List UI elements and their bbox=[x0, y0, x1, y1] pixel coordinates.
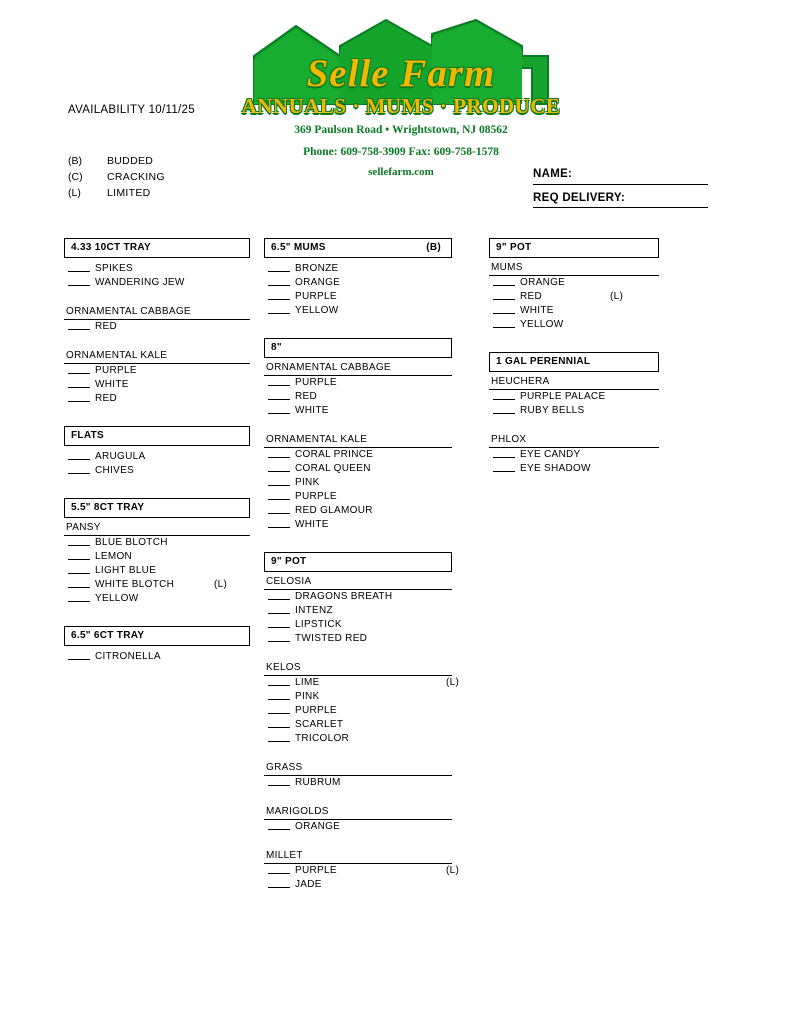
order-line-item[interactable] bbox=[264, 448, 452, 462]
item-label: PURPLE bbox=[295, 491, 337, 502]
order-line-item[interactable] bbox=[64, 378, 250, 392]
order-line-item[interactable] bbox=[489, 462, 659, 476]
item-label: BLUE BLOTCH bbox=[95, 537, 168, 548]
quantity-blank[interactable] bbox=[493, 299, 515, 300]
order-line-item[interactable] bbox=[64, 578, 250, 592]
item-label: CITRONELLA bbox=[95, 651, 161, 662]
category-title: 5.5" 8CT TRAY bbox=[71, 502, 145, 513]
item-label: RED bbox=[520, 291, 543, 302]
order-line-item[interactable] bbox=[64, 262, 250, 276]
order-line-item[interactable] bbox=[264, 864, 460, 878]
quantity-blank[interactable] bbox=[268, 299, 290, 300]
name-input-rule[interactable] bbox=[533, 184, 708, 185]
category-header bbox=[64, 238, 250, 258]
category-title: 6.5" MUMS bbox=[271, 242, 326, 253]
quantity-blank[interactable] bbox=[68, 559, 90, 560]
farm-phone: Phone: 609-758-3909 Fax: 609-758-1578 bbox=[303, 145, 499, 158]
quantity-blank[interactable] bbox=[268, 313, 290, 314]
quantity-blank[interactable] bbox=[68, 473, 90, 474]
item-label: LIME bbox=[295, 677, 320, 688]
quantity-blank[interactable] bbox=[68, 329, 90, 330]
quantity-blank[interactable] bbox=[68, 387, 90, 388]
item-label: TRICOLOR bbox=[295, 733, 350, 744]
item-label: PURPLE bbox=[295, 865, 337, 876]
quantity-blank[interactable] bbox=[68, 573, 90, 574]
category-title: 1 GAL PERENNIAL bbox=[496, 356, 591, 367]
item-label: CORAL PRINCE bbox=[295, 449, 374, 460]
item-label: WHITE BLOTCH bbox=[95, 579, 175, 590]
quantity-blank[interactable] bbox=[268, 873, 290, 874]
item-label: LIPSTICK bbox=[295, 619, 342, 630]
quantity-blank[interactable] bbox=[268, 613, 290, 614]
spacer bbox=[64, 290, 250, 302]
subcategory-header: MILLET bbox=[264, 846, 452, 864]
item-label: ORANGE bbox=[520, 277, 566, 288]
quantity-blank[interactable] bbox=[268, 285, 290, 286]
farm-logo bbox=[236, 16, 566, 181]
item-label: YELLOW bbox=[295, 305, 339, 316]
order-line-item[interactable] bbox=[489, 390, 659, 404]
subcategory-header: HEUCHERA bbox=[489, 372, 659, 390]
quantity-blank[interactable] bbox=[268, 599, 290, 600]
quantity-blank[interactable] bbox=[493, 313, 515, 314]
availability-date: AVAILABILITY 10/11/25 bbox=[68, 104, 195, 116]
item-label: PINK bbox=[295, 477, 320, 488]
legend-text: CRACKING bbox=[107, 171, 165, 183]
item-label: TWISTED RED bbox=[295, 633, 368, 644]
order-line-item[interactable] bbox=[264, 262, 452, 276]
item-label: WHITE bbox=[295, 519, 329, 530]
category-header bbox=[264, 552, 452, 572]
quantity-blank[interactable] bbox=[268, 485, 290, 486]
quantity-blank[interactable] bbox=[68, 285, 90, 286]
order-line-item[interactable] bbox=[264, 618, 452, 632]
order-line-item[interactable] bbox=[489, 448, 659, 462]
order-line-item[interactable] bbox=[64, 364, 250, 378]
order-line-item[interactable] bbox=[64, 320, 250, 334]
quantity-blank[interactable] bbox=[268, 471, 290, 472]
spacer bbox=[264, 746, 452, 758]
spacer bbox=[264, 834, 452, 846]
quantity-blank[interactable] bbox=[68, 459, 90, 460]
quantity-blank[interactable] bbox=[268, 785, 290, 786]
order-line-item[interactable] bbox=[264, 732, 452, 746]
category-header bbox=[264, 238, 452, 258]
item-label: YELLOW bbox=[520, 319, 564, 330]
spacer bbox=[264, 418, 452, 430]
spacer bbox=[264, 646, 452, 658]
quantity-blank[interactable] bbox=[68, 373, 90, 374]
quantity-blank[interactable] bbox=[268, 741, 290, 742]
column-2 bbox=[264, 238, 460, 892]
delivery-input-rule[interactable] bbox=[533, 207, 708, 208]
quantity-blank[interactable] bbox=[268, 887, 290, 888]
name-label: NAME: bbox=[533, 168, 573, 180]
order-line-item[interactable] bbox=[64, 536, 250, 550]
item-label: SCARLET bbox=[295, 719, 344, 730]
item-label: RED GLAMOUR bbox=[295, 505, 373, 516]
legend-code: (C) bbox=[68, 171, 83, 183]
quantity-blank[interactable] bbox=[268, 527, 290, 528]
quantity-blank[interactable] bbox=[268, 513, 290, 514]
item-label: JADE bbox=[295, 879, 322, 890]
quantity-blank[interactable] bbox=[493, 327, 515, 328]
category-header bbox=[64, 498, 250, 518]
subcategory-header: PANSY bbox=[64, 518, 250, 536]
item-note: (L) bbox=[446, 677, 460, 688]
farm-name: Selle Farm bbox=[306, 52, 496, 95]
item-label: EYE CANDY bbox=[520, 449, 581, 460]
order-line-item[interactable] bbox=[64, 592, 250, 606]
quantity-blank[interactable] bbox=[268, 271, 290, 272]
quantity-blank[interactable] bbox=[68, 401, 90, 402]
quantity-blank[interactable] bbox=[268, 627, 290, 628]
item-label: ARUGULA bbox=[95, 451, 146, 462]
order-line-item[interactable] bbox=[264, 632, 452, 646]
order-line-item[interactable] bbox=[264, 276, 452, 290]
spacer bbox=[64, 606, 250, 626]
spacer bbox=[64, 334, 250, 346]
spacer bbox=[64, 478, 250, 498]
category-title: FLATS bbox=[71, 430, 104, 441]
category-title: 6.5" 6CT TRAY bbox=[71, 630, 145, 641]
quantity-blank[interactable] bbox=[268, 413, 290, 414]
order-line-item[interactable] bbox=[264, 376, 452, 390]
legend-code: (L) bbox=[68, 187, 81, 199]
farm-tagline: ANNUALS · MUMS · PRODUCE bbox=[241, 94, 561, 118]
item-label: CORAL QUEEN bbox=[295, 463, 371, 474]
category-header bbox=[489, 238, 659, 258]
order-line-item[interactable] bbox=[264, 776, 452, 790]
order-line-item[interactable] bbox=[64, 550, 250, 564]
order-line-item[interactable] bbox=[489, 276, 659, 290]
order-line-item[interactable] bbox=[264, 590, 452, 604]
quantity-blank[interactable] bbox=[268, 699, 290, 700]
order-line-item[interactable] bbox=[64, 564, 250, 578]
item-label: WHITE bbox=[520, 305, 554, 316]
order-line-item[interactable] bbox=[264, 820, 452, 834]
quantity-blank[interactable] bbox=[268, 713, 290, 714]
spacer bbox=[264, 318, 452, 338]
category-header bbox=[264, 338, 452, 358]
item-label: PURPLE bbox=[295, 291, 337, 302]
legend-text: LIMITED bbox=[107, 187, 151, 199]
item-label: ORANGE bbox=[295, 821, 341, 832]
item-label: CHIVES bbox=[95, 465, 135, 476]
order-line-item[interactable] bbox=[64, 450, 250, 464]
order-line-item[interactable] bbox=[64, 464, 250, 478]
order-line-item[interactable] bbox=[489, 404, 659, 418]
item-label: PURPLE PALACE bbox=[520, 391, 606, 402]
category-header bbox=[64, 626, 250, 646]
legend-row bbox=[68, 169, 165, 185]
item-label: RUBRUM bbox=[295, 777, 341, 788]
item-note: (L) bbox=[610, 291, 624, 302]
item-label: DRAGONS BREATH bbox=[295, 591, 393, 602]
order-line-item[interactable] bbox=[264, 690, 452, 704]
quantity-blank[interactable] bbox=[493, 285, 515, 286]
item-label: WHITE bbox=[295, 405, 329, 416]
subcategory-header: ORNAMENTAL CABBAGE bbox=[264, 358, 452, 376]
item-label: EYE SHADOW bbox=[520, 463, 591, 474]
order-line-item[interactable] bbox=[264, 604, 452, 618]
order-line-item[interactable] bbox=[264, 518, 452, 532]
item-label: WANDERING JEW bbox=[95, 277, 185, 288]
spacer bbox=[264, 532, 452, 552]
item-label: PURPLE bbox=[295, 705, 337, 716]
quantity-blank[interactable] bbox=[268, 457, 290, 458]
quantity-blank[interactable] bbox=[68, 545, 90, 546]
subcategory-header: ORNAMENTAL CABBAGE bbox=[64, 302, 250, 320]
item-label: LEMON bbox=[95, 551, 133, 562]
delivery-field-row[interactable] bbox=[533, 192, 708, 216]
item-label: BRONZE bbox=[295, 263, 339, 274]
quantity-blank[interactable] bbox=[68, 271, 90, 272]
category-header bbox=[489, 352, 659, 372]
quantity-blank[interactable] bbox=[68, 659, 90, 660]
item-label: RED bbox=[95, 321, 118, 332]
farm-website: sellefarm.com bbox=[368, 166, 434, 179]
quantity-blank[interactable] bbox=[68, 601, 90, 602]
quantity-blank[interactable] bbox=[268, 685, 290, 686]
legend-row bbox=[68, 153, 165, 169]
order-line-item[interactable] bbox=[264, 462, 452, 476]
quantity-blank[interactable] bbox=[268, 829, 290, 830]
order-line-item[interactable] bbox=[64, 392, 250, 406]
name-field-row[interactable] bbox=[533, 168, 708, 192]
item-label: RUBY BELLS bbox=[520, 405, 585, 416]
legend-row bbox=[68, 185, 165, 201]
order-line-item[interactable] bbox=[264, 404, 452, 418]
order-form-fields bbox=[533, 168, 708, 216]
column-3 bbox=[489, 238, 659, 476]
farm-address: 369 Paulson Road • Wrightstown, NJ 08562 bbox=[294, 124, 508, 136]
item-label: LIGHT BLUE bbox=[95, 565, 157, 576]
order-line-item[interactable] bbox=[264, 704, 452, 718]
item-label: PURPLE bbox=[95, 365, 137, 376]
item-note: (L) bbox=[446, 865, 460, 876]
quantity-blank[interactable] bbox=[493, 399, 515, 400]
item-label: YELLOW bbox=[95, 593, 139, 604]
quantity-blank[interactable] bbox=[493, 471, 515, 472]
quantity-blank[interactable] bbox=[493, 457, 515, 458]
subcategory-header: MUMS bbox=[489, 258, 659, 276]
order-line-item[interactable] bbox=[264, 490, 452, 504]
category-title: 8" bbox=[271, 342, 282, 353]
subcategory-header: ORNAMENTAL KALE bbox=[264, 430, 452, 448]
legend-text: BUDDED bbox=[107, 155, 154, 167]
quantity-blank[interactable] bbox=[268, 727, 290, 728]
item-label: WHITE bbox=[95, 379, 129, 390]
category-title: 9" POT bbox=[271, 556, 307, 567]
item-label: SPIKES bbox=[95, 263, 133, 274]
quantity-blank[interactable] bbox=[493, 413, 515, 414]
category-note: (B) bbox=[426, 242, 441, 253]
order-line-item[interactable] bbox=[489, 318, 659, 332]
spacer bbox=[489, 418, 659, 430]
item-label: RED bbox=[295, 391, 318, 402]
category-title: 9" POT bbox=[496, 242, 532, 253]
order-line-item[interactable] bbox=[264, 504, 452, 518]
legend-code: (B) bbox=[68, 155, 82, 167]
order-line-item[interactable] bbox=[489, 290, 659, 304]
delivery-label: REQ DELIVERY: bbox=[533, 192, 626, 204]
subcategory-header: KELOS bbox=[264, 658, 452, 676]
order-line-item[interactable] bbox=[264, 290, 452, 304]
quantity-blank[interactable] bbox=[268, 499, 290, 500]
item-note: (L) bbox=[214, 579, 228, 590]
item-label: ORANGE bbox=[295, 277, 341, 288]
order-line-item[interactable] bbox=[489, 304, 659, 318]
order-line-item[interactable] bbox=[264, 718, 452, 732]
quantity-blank[interactable] bbox=[268, 399, 290, 400]
item-label: RED bbox=[95, 393, 118, 404]
subcategory-header: CELOSIA bbox=[264, 572, 452, 590]
item-label: INTENZ bbox=[295, 605, 333, 616]
subcategory-header: PHLOX bbox=[489, 430, 659, 448]
spacer bbox=[64, 406, 250, 426]
subcategory-header: GRASS bbox=[264, 758, 452, 776]
quantity-blank[interactable] bbox=[268, 385, 290, 386]
order-line-item[interactable] bbox=[264, 304, 452, 318]
column-1 bbox=[64, 238, 250, 664]
order-line-item[interactable] bbox=[64, 650, 250, 664]
order-line-item[interactable] bbox=[264, 390, 452, 404]
item-label: PINK bbox=[295, 691, 320, 702]
category-title: 4.33 10CT TRAY bbox=[71, 242, 151, 253]
order-line-item[interactable] bbox=[264, 476, 452, 490]
item-label: PURPLE bbox=[295, 377, 337, 388]
subcategory-header: MARIGOLDS bbox=[264, 802, 452, 820]
quantity-blank[interactable] bbox=[268, 641, 290, 642]
legend bbox=[68, 153, 165, 201]
quantity-blank[interactable] bbox=[68, 587, 90, 588]
spacer bbox=[264, 790, 452, 802]
order-line-item[interactable] bbox=[64, 276, 250, 290]
category-header bbox=[64, 426, 250, 446]
order-line-item[interactable] bbox=[264, 676, 460, 690]
spacer bbox=[489, 332, 659, 352]
order-line-item[interactable] bbox=[264, 878, 452, 892]
subcategory-header: ORNAMENTAL KALE bbox=[64, 346, 250, 364]
